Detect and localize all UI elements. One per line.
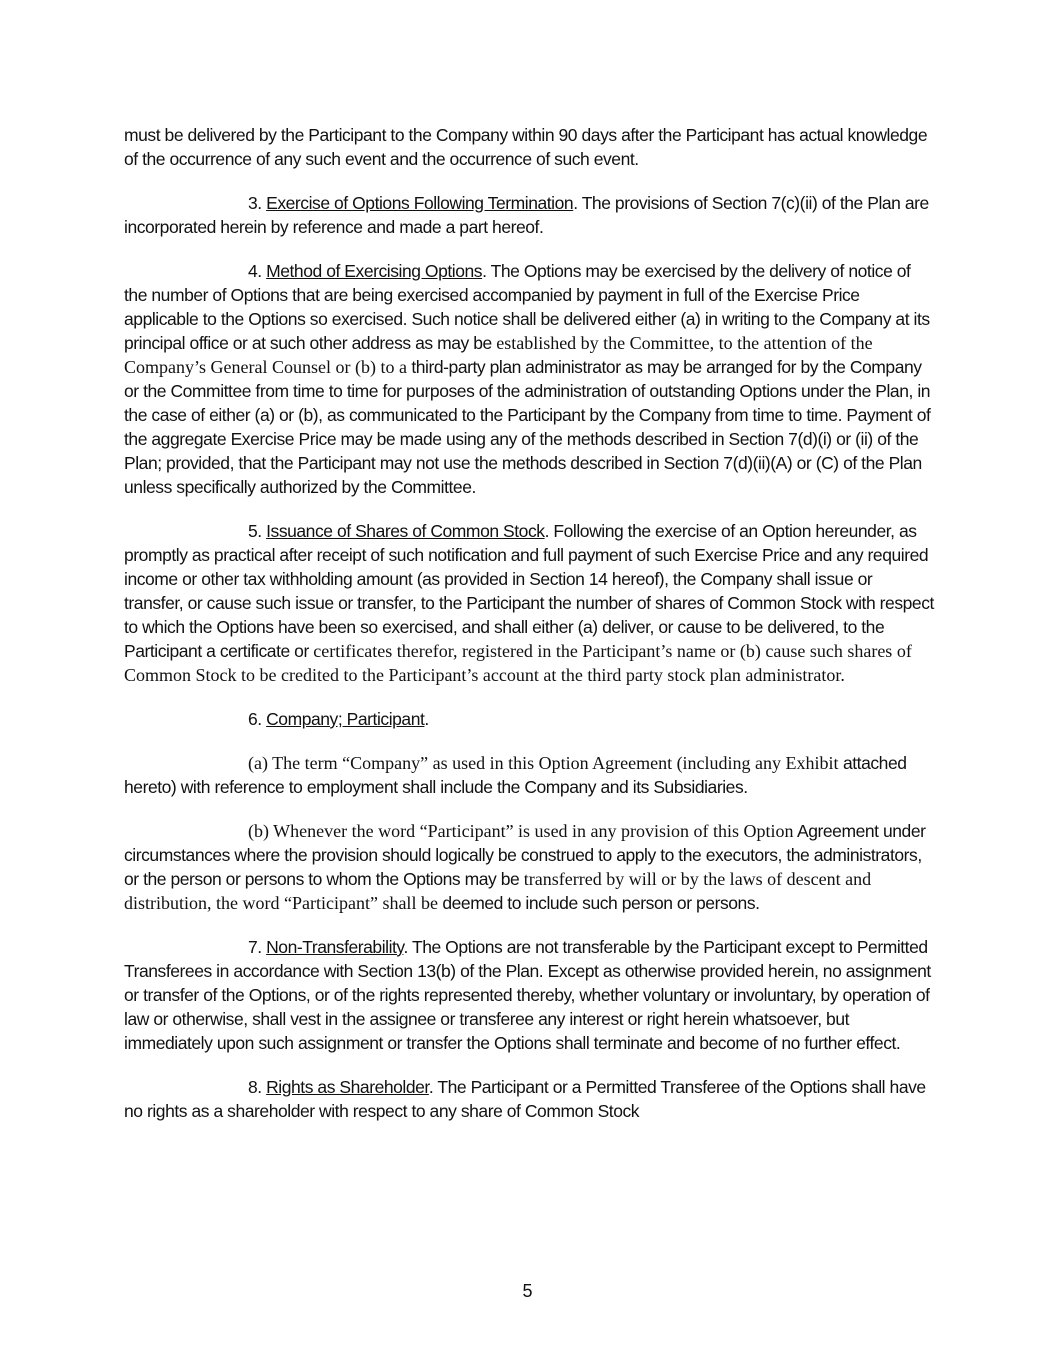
section-4-number: 4. (248, 261, 267, 281)
section-8-body: . The Participant or a Permitted Transferee of the Options shall have no rights as a shareholder with respect to any share of Common Stock (124, 1077, 926, 1121)
section-7 (124, 935, 934, 1055)
section-6b-body-a: Agreement under circumstances where the provision should logically be construed to apply to the executors, the administrators, or the person or persons to whom the Options may be (124, 821, 926, 889)
continuation-text: must be delivered by the Participant to the Company within 90 days after the Participant has actual knowledge of the occurrence of any such event and the occurrence of such event. (124, 125, 928, 169)
section-6-number: 6. (248, 709, 267, 729)
section-3 (124, 191, 934, 239)
section-4-heading: Method of Exercising Options (266, 261, 483, 281)
section-6b (124, 819, 934, 915)
section-5-number: 5. (248, 521, 267, 541)
paragraph-continuation (124, 123, 934, 171)
section-4-body-c: third-party plan administrator as may be arranged for by the Company or the Committee from time to time for purposes of the administration of outstanding Options under the Plan, in the case of either (a) or (b), as communicated to the Participant by the Company from time to time. Payment of the aggregate Exercise Price may be made using any of the methods described in Section 7(d)(i) or (ii) of the Plan; provided, that the Participant may not use the methods described in Section 7(d)(ii)(A) or (C) of the Plan unless specifically authorized by the Committee. (124, 357, 931, 497)
section-8-number: 8. (248, 1077, 267, 1097)
section-3-body: . The provisions of Section 7(c)(ii) of the Plan are incorporated herein by reference and made a part hereof. (124, 193, 929, 237)
section-3-number: 3. (248, 193, 267, 213)
section-4-body-a: . The Options may be exercised by the delivery of notice of the number of Options that are being exercised accompanied by payment in full of the Exercise Price applicable to the Options so exercised. Such notice shall be delivered either (a) in writing to the Company at its principal office or at such other address as may be (124, 261, 930, 353)
section-4-body-b: established by the Committee, to the attention of the Company’s General Counsel or (b) to a (124, 333, 873, 377)
section-6b-lead: (b) Whenever the word “Participant” is used in any provision of this Option (248, 821, 794, 841)
section-6a-lead: (a) The term “Company” as used in this Option Agreement (including any Exhibit (248, 753, 839, 773)
section-8 (124, 1075, 934, 1123)
section-3-heading: Exercise of Options Following Termination (266, 193, 574, 213)
section-8-heading: Rights as Shareholder (266, 1077, 429, 1097)
section-6a (124, 751, 934, 799)
section-7-heading: Non-Transferability (266, 937, 404, 957)
section-7-body: . The Options are not transferable by the Participant except to Permitted Transferees in accordance with Section 13(b) of the Plan. Except as otherwise provided herein, no assignment or transfer of the Options, or of the rights represented thereby, whether voluntary or involuntary, by operation of law or otherwise, shall vest in the assignee or transferee any interest or right herein whatsoever, but immediately upon such assignment or transfer the Options shall terminate and become of no further effect. (124, 937, 931, 1053)
section-4 (124, 259, 934, 499)
section-6a-body: attached hereto) with reference to employment shall include the Company and its Subsidiaries. (124, 753, 907, 797)
section-6b-body-b: transferred by will or by the laws of descent and distribution, the word “Participant” shall be (124, 869, 872, 913)
section-6-heading: Company; Participant (266, 709, 425, 729)
section-6-period: . (424, 709, 429, 729)
section-6b-body-c: deemed to include such person or persons. (442, 893, 760, 913)
section-5-body-a: . Following the exercise of an Option hereunder, as promptly as practical after receipt of such notification and full payment of such Exercise Price and any required income or other tax withholding amount (as provided in Section 14 hereof), the Company shall issue or transfer, or cause such issue or transfer, to the Participant the number of shares of Common Stock with respect to which the Options have been so exercised, and shall either (a) deliver, or cause to be delivered, to the Participant a certificate or (124, 521, 934, 661)
section-7-number: 7. (248, 937, 267, 957)
section-5-heading: Issuance of Shares of Common Stock (266, 521, 545, 541)
page-body (124, 123, 934, 1143)
section-5 (124, 519, 934, 687)
section-5-body-b: certificates therefor, registered in the Participant’s name or (b) cause such shares of Common Stock to be credited to the Participant’s account at the third party stock plan administrator. (124, 641, 912, 685)
section-6 (124, 707, 934, 731)
page-number: 5 (522, 1281, 533, 1301)
